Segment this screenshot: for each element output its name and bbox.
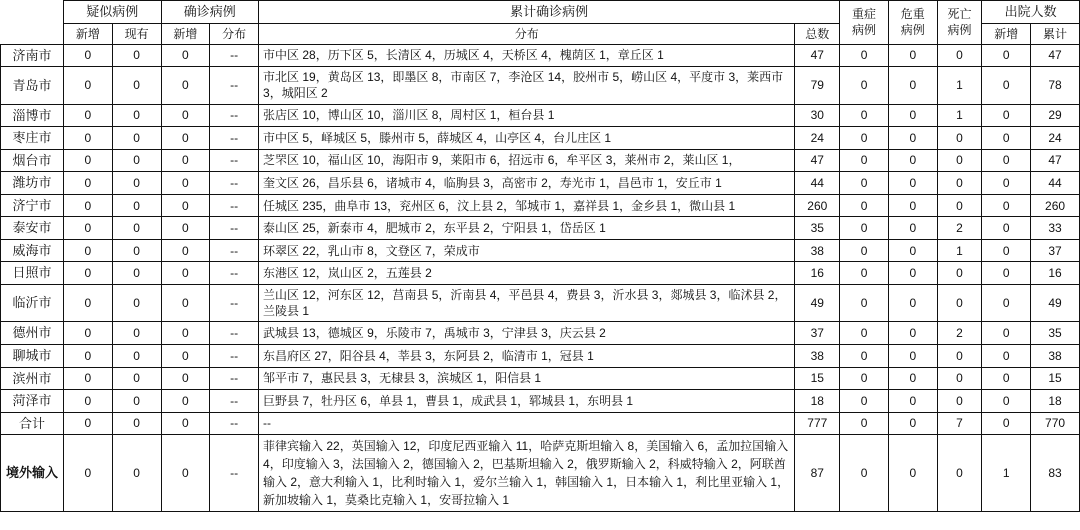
header-corner-blank xyxy=(1,1,64,45)
city-name: 济宁市 xyxy=(1,194,64,217)
suspected-new: 0 xyxy=(63,344,112,367)
confirmed-distribution: -- xyxy=(210,104,259,127)
header-severe-line1: 重症 xyxy=(852,7,877,22)
severe-count: 0 xyxy=(840,104,889,127)
death-count: 0 xyxy=(937,390,982,413)
header-confirmed-distribution: 分布 xyxy=(210,23,259,44)
accumulated-distribution: 泰山区 25，新泰市 4，肥城市 2，东平县 2，宁阳县 1，岱岳区 1 xyxy=(259,217,795,240)
table-row xyxy=(1,390,1080,413)
discharged-new: 0 xyxy=(982,322,1031,345)
accumulated-total: 38 xyxy=(795,239,840,262)
suspected-new: 0 xyxy=(63,194,112,217)
discharged-new: 0 xyxy=(982,285,1031,322)
severe-count: 0 xyxy=(840,217,889,240)
suspected-new: 0 xyxy=(63,367,112,390)
suspected-current: 0 xyxy=(112,367,161,390)
city-name: 青岛市 xyxy=(1,67,64,104)
critical-count: 0 xyxy=(888,390,937,413)
critical-count: 0 xyxy=(888,127,937,150)
city-name: 济南市 xyxy=(1,44,64,67)
death-count: 0 xyxy=(937,127,982,150)
death-count: 2 xyxy=(937,217,982,240)
severe-count: 0 xyxy=(840,194,889,217)
suspected-new: 0 xyxy=(63,412,112,435)
confirmed-distribution: -- xyxy=(210,262,259,285)
accumulated-total: 16 xyxy=(795,262,840,285)
city-name: 枣庄市 xyxy=(1,127,64,150)
header-accumulated-distribution: 分布 xyxy=(259,23,795,44)
discharged-new: 0 xyxy=(982,44,1031,67)
severe-count: 0 xyxy=(840,239,889,262)
confirmed-new: 0 xyxy=(161,285,210,322)
header-discharged-new: 新增 xyxy=(982,23,1031,44)
accumulated-total: 260 xyxy=(795,194,840,217)
table-row xyxy=(1,367,1080,390)
header-row-group xyxy=(1,1,1080,24)
discharged-total: 44 xyxy=(1031,172,1080,195)
accumulated-distribution: 邹平市 7，惠民县 3，无棣县 3，滨城区 1，阳信县 1 xyxy=(259,367,795,390)
accumulated-distribution: 巨野县 7，牡丹区 6，单县 1，曹县 1，成武县 1，郓城县 1，东明县 1 xyxy=(259,390,795,413)
confirmed-distribution: -- xyxy=(210,344,259,367)
accumulated-distribution: 奎文区 26，昌乐县 6，诸城市 4，临朐县 3，高密市 2，寿光市 1，昌邑市 1，安丘市 1 xyxy=(259,172,795,195)
accumulated-total: 38 xyxy=(795,344,840,367)
death-count: 0 xyxy=(937,262,982,285)
confirmed-new: 0 xyxy=(161,44,210,67)
confirmed-distribution: -- xyxy=(210,127,259,150)
death-count: 0 xyxy=(937,367,982,390)
confirmed-new: 0 xyxy=(161,262,210,285)
death-count: 0 xyxy=(937,172,982,195)
confirmed-distribution: -- xyxy=(210,194,259,217)
discharged-total: 83 xyxy=(1031,435,1080,512)
critical-count: 0 xyxy=(888,262,937,285)
confirmed-distribution: -- xyxy=(210,367,259,390)
header-suspected-cases: 疑似病例 xyxy=(63,1,161,24)
discharged-new: 0 xyxy=(982,367,1031,390)
confirmed-distribution: -- xyxy=(210,285,259,322)
discharged-new: 0 xyxy=(982,344,1031,367)
confirmed-new: 0 xyxy=(161,344,210,367)
suspected-new: 0 xyxy=(63,262,112,285)
suspected-new: 0 xyxy=(63,104,112,127)
discharged-total: 47 xyxy=(1031,149,1080,172)
city-name: 德州市 xyxy=(1,322,64,345)
header-discharged: 出院人数 xyxy=(982,1,1080,24)
table-row xyxy=(1,344,1080,367)
suspected-new: 0 xyxy=(63,322,112,345)
header-suspected-current: 现有 xyxy=(112,23,161,44)
severe-count: 0 xyxy=(840,435,889,512)
death-count: 0 xyxy=(937,435,982,512)
header-severe-line2: 病例 xyxy=(852,23,877,38)
accumulated-distribution: 芝罘区 10，福山区 10，海阳市 9，莱阳市 6，招远市 6，牟平区 3，莱州市 2，莱山区 1， xyxy=(259,149,795,172)
confirmed-new: 0 xyxy=(161,172,210,195)
confirmed-distribution: -- xyxy=(210,172,259,195)
accumulated-distribution: 环翠区 22，乳山市 8，文登区 7，荣成市 xyxy=(259,239,795,262)
severe-count: 0 xyxy=(840,412,889,435)
discharged-new: 0 xyxy=(982,67,1031,104)
city-name: 日照市 xyxy=(1,262,64,285)
suspected-new: 0 xyxy=(63,67,112,104)
accumulated-distribution: 市中区 5，峄城区 5，滕州市 5，薛城区 4，山亭区 4，台儿庄区 1 xyxy=(259,127,795,150)
suspected-current: 0 xyxy=(112,149,161,172)
severe-count: 0 xyxy=(840,127,889,150)
critical-count: 0 xyxy=(888,412,937,435)
header-death-line1: 死亡 xyxy=(947,7,972,22)
accumulated-distribution: 市北区 19，黄岛区 13，即墨区 8，市南区 7，李沧区 14，胶州市 5，崂山区 4，平度市 3，莱西市 3，城阳区 2 xyxy=(259,67,795,104)
table-row xyxy=(1,285,1080,322)
severe-count: 0 xyxy=(840,367,889,390)
critical-count: 0 xyxy=(888,322,937,345)
accumulated-distribution: 张店区 10，博山区 10，淄川区 8，周村区 1，桓台县 1 xyxy=(259,104,795,127)
city-name: 淄博市 xyxy=(1,104,64,127)
suspected-current: 0 xyxy=(112,435,161,512)
severe-count: 0 xyxy=(840,285,889,322)
critical-count: 0 xyxy=(888,104,937,127)
discharged-total: 33 xyxy=(1031,217,1080,240)
accumulated-distribution: -- xyxy=(259,412,795,435)
accumulated-total: 47 xyxy=(795,44,840,67)
accumulated-distribution: 东港区 12，岚山区 2，五莲县 2 xyxy=(259,262,795,285)
discharged-new: 0 xyxy=(982,149,1031,172)
header-accumulated-confirmed: 累计确诊病例 xyxy=(259,1,840,24)
discharged-new: 1 xyxy=(982,435,1031,512)
confirmed-new: 0 xyxy=(161,367,210,390)
confirmed-distribution: -- xyxy=(210,149,259,172)
critical-count: 0 xyxy=(888,149,937,172)
severe-count: 0 xyxy=(840,322,889,345)
discharged-new: 0 xyxy=(982,390,1031,413)
suspected-current: 0 xyxy=(112,172,161,195)
critical-count: 0 xyxy=(888,344,937,367)
death-count: 0 xyxy=(937,285,982,322)
suspected-current: 0 xyxy=(112,322,161,345)
confirmed-new: 0 xyxy=(161,239,210,262)
accumulated-total: 18 xyxy=(795,390,840,413)
city-name: 聊城市 xyxy=(1,344,64,367)
table-row-imported xyxy=(1,435,1080,512)
confirmed-new: 0 xyxy=(161,104,210,127)
table-row xyxy=(1,262,1080,285)
confirmed-new: 0 xyxy=(161,390,210,413)
critical-count: 0 xyxy=(888,194,937,217)
city-name: 潍坊市 xyxy=(1,172,64,195)
death-count: 0 xyxy=(937,194,982,217)
suspected-new: 0 xyxy=(63,239,112,262)
accumulated-distribution: 武城县 13，德城区 9，乐陵市 7，禹城市 3，宁津县 3，庆云县 2 xyxy=(259,322,795,345)
discharged-new: 0 xyxy=(982,239,1031,262)
confirmed-distribution: -- xyxy=(210,67,259,104)
severe-count: 0 xyxy=(840,149,889,172)
accumulated-distribution: 菲律宾输入 22，英国输入 12，印度尼西亚输入 11，哈萨克斯坦输入 8，美国输入 6，孟加拉国输入 4，印度输入 3，法国输入 2，德国输入 2，巴基斯坦输入 2，俄罗斯输入 2，科威特输入 2，阿联酋输入 2，意大利输入 1，比利时输入 1，爱尔兰输入 1，韩国输入 1，日本输入 1，利比里亚输入 1，新加坡输入 1，莫桑比克输入 1，安哥拉输入 1 xyxy=(259,435,795,512)
city-name: 菏泽市 xyxy=(1,390,64,413)
city-name: 威海市 xyxy=(1,239,64,262)
critical-count: 0 xyxy=(888,217,937,240)
severe-count: 0 xyxy=(840,44,889,67)
table-row xyxy=(1,149,1080,172)
discharged-total: 29 xyxy=(1031,104,1080,127)
suspected-new: 0 xyxy=(63,44,112,67)
suspected-current: 0 xyxy=(112,104,161,127)
critical-count: 0 xyxy=(888,435,937,512)
death-count: 2 xyxy=(937,322,982,345)
confirmed-distribution: -- xyxy=(210,44,259,67)
death-count: 0 xyxy=(937,44,982,67)
death-count: 1 xyxy=(937,67,982,104)
discharged-new: 0 xyxy=(982,194,1031,217)
discharged-total: 49 xyxy=(1031,285,1080,322)
discharged-total: 38 xyxy=(1031,344,1080,367)
city-name: 临沂市 xyxy=(1,285,64,322)
death-count: 0 xyxy=(937,149,982,172)
death-count: 1 xyxy=(937,239,982,262)
critical-count: 0 xyxy=(888,239,937,262)
suspected-current: 0 xyxy=(112,239,161,262)
header-severe-cases xyxy=(840,1,889,45)
header-critical-line1: 危重 xyxy=(900,7,925,22)
confirmed-distribution: -- xyxy=(210,390,259,413)
discharged-total: 24 xyxy=(1031,127,1080,150)
confirmed-new: 0 xyxy=(161,194,210,217)
suspected-new: 0 xyxy=(63,172,112,195)
accumulated-total: 87 xyxy=(795,435,840,512)
suspected-current: 0 xyxy=(112,262,161,285)
header-discharged-total: 累计 xyxy=(1031,23,1080,44)
severe-count: 0 xyxy=(840,262,889,285)
suspected-current: 0 xyxy=(112,44,161,67)
severe-count: 0 xyxy=(840,67,889,104)
accumulated-distribution: 兰山区 12，河东区 12，莒南县 5，沂南县 4，平邑县 4，费县 3，沂水县 3，郯城县 3，临沭县 2，兰陵县 1 xyxy=(259,285,795,322)
accumulated-total: 777 xyxy=(795,412,840,435)
severe-count: 0 xyxy=(840,390,889,413)
table-row-total xyxy=(1,412,1080,435)
discharged-new: 0 xyxy=(982,127,1031,150)
suspected-new: 0 xyxy=(63,127,112,150)
discharged-new: 0 xyxy=(982,104,1031,127)
confirmed-new: 0 xyxy=(161,217,210,240)
suspected-new: 0 xyxy=(63,285,112,322)
discharged-new: 0 xyxy=(982,412,1031,435)
suspected-current: 0 xyxy=(112,194,161,217)
table-body xyxy=(1,44,1080,511)
confirmed-new: 0 xyxy=(161,127,210,150)
table-row xyxy=(1,127,1080,150)
header-confirmed-new: 新增 xyxy=(161,23,210,44)
suspected-current: 0 xyxy=(112,390,161,413)
suspected-current: 0 xyxy=(112,412,161,435)
discharged-new: 0 xyxy=(982,172,1031,195)
critical-count: 0 xyxy=(888,44,937,67)
discharged-total: 35 xyxy=(1031,322,1080,345)
suspected-current: 0 xyxy=(112,67,161,104)
city-name: 滨州市 xyxy=(1,367,64,390)
critical-count: 0 xyxy=(888,285,937,322)
discharged-total: 16 xyxy=(1031,262,1080,285)
city-name: 合计 xyxy=(1,412,64,435)
header-accumulated-total: 总数 xyxy=(795,23,840,44)
accumulated-total: 30 xyxy=(795,104,840,127)
discharged-total: 47 xyxy=(1031,44,1080,67)
death-count: 1 xyxy=(937,104,982,127)
suspected-current: 0 xyxy=(112,217,161,240)
discharged-total: 37 xyxy=(1031,239,1080,262)
confirmed-new: 0 xyxy=(161,322,210,345)
suspected-new: 0 xyxy=(63,390,112,413)
header-critical-cases xyxy=(888,1,937,45)
accumulated-total: 24 xyxy=(795,127,840,150)
header-critical-line2: 病例 xyxy=(900,23,925,38)
confirmed-new: 0 xyxy=(161,149,210,172)
table-row xyxy=(1,239,1080,262)
accumulated-total: 49 xyxy=(795,285,840,322)
suspected-current: 0 xyxy=(112,285,161,322)
confirmed-distribution: -- xyxy=(210,239,259,262)
accumulated-total: 79 xyxy=(795,67,840,104)
discharged-total: 15 xyxy=(1031,367,1080,390)
table-header xyxy=(1,1,1080,45)
table-row xyxy=(1,67,1080,104)
suspected-new: 0 xyxy=(63,217,112,240)
header-confirmed-cases: 确诊病例 xyxy=(161,1,259,24)
suspected-current: 0 xyxy=(112,127,161,150)
confirmed-distribution: -- xyxy=(210,322,259,345)
death-count: 0 xyxy=(937,344,982,367)
severe-count: 0 xyxy=(840,344,889,367)
discharged-total: 770 xyxy=(1031,412,1080,435)
confirmed-distribution: -- xyxy=(210,217,259,240)
suspected-new: 0 xyxy=(63,149,112,172)
table-row xyxy=(1,194,1080,217)
confirmed-new: 0 xyxy=(161,412,210,435)
accumulated-distribution: 市中区 28，历下区 5，长清区 4，历城区 4，天桥区 4，槐荫区 1，章丘区 1 xyxy=(259,44,795,67)
confirmed-distribution: -- xyxy=(210,412,259,435)
critical-count: 0 xyxy=(888,172,937,195)
confirmed-distribution: -- xyxy=(210,435,259,512)
discharged-new: 0 xyxy=(982,217,1031,240)
death-count: 7 xyxy=(937,412,982,435)
table-row xyxy=(1,44,1080,67)
accumulated-total: 47 xyxy=(795,149,840,172)
accumulated-distribution: 东昌府区 27，阳谷县 4，莘县 3，东阿县 2，临清市 1，冠县 1 xyxy=(259,344,795,367)
table-row xyxy=(1,217,1080,240)
severe-count: 0 xyxy=(840,172,889,195)
suspected-current: 0 xyxy=(112,344,161,367)
accumulated-total: 44 xyxy=(795,172,840,195)
table-row xyxy=(1,322,1080,345)
critical-count: 0 xyxy=(888,367,937,390)
city-name: 烟台市 xyxy=(1,149,64,172)
header-suspected-new: 新增 xyxy=(63,23,112,44)
accumulated-distribution: 任城区 235，曲阜市 13，兖州区 6，汶上县 2，邹城市 1，嘉祥县 1，金乡县 1，微山县 1 xyxy=(259,194,795,217)
header-death-cases xyxy=(937,1,982,45)
table-row xyxy=(1,172,1080,195)
critical-count: 0 xyxy=(888,67,937,104)
table-row xyxy=(1,104,1080,127)
accumulated-total: 15 xyxy=(795,367,840,390)
confirmed-new: 0 xyxy=(161,67,210,104)
accumulated-total: 35 xyxy=(795,217,840,240)
confirmed-new: 0 xyxy=(161,435,210,512)
suspected-new: 0 xyxy=(63,435,112,512)
city-name: 境外输入 xyxy=(1,435,64,512)
header-death-line2: 病例 xyxy=(947,23,972,38)
city-name: 泰安市 xyxy=(1,217,64,240)
discharged-total: 260 xyxy=(1031,194,1080,217)
discharged-new: 0 xyxy=(982,262,1031,285)
accumulated-total: 37 xyxy=(795,322,840,345)
discharged-total: 18 xyxy=(1031,390,1080,413)
discharged-total: 78 xyxy=(1031,67,1080,104)
